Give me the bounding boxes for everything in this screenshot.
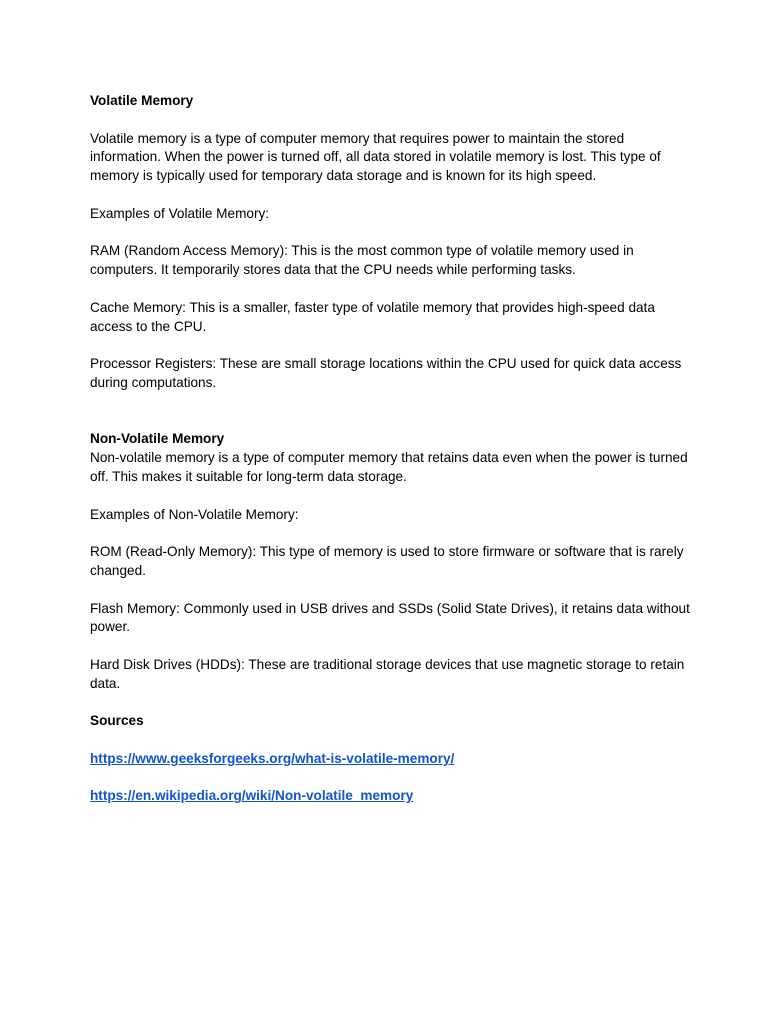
nonvolatile-memory-intro: Non-volatile memory is a type of computer memory that retains data even when the power is turned off. This makes it suitable for long-term data storage. (90, 450, 688, 484)
volatile-example-cache: Cache Memory: This is a smaller, faster type of volatile memory that provides high-speed data access to the CPU. (90, 299, 655, 334)
nonvolatile-example-hdd: Hard Disk Drives (HDDs): These are traditional storage devices that use magnetic storage to retain data. (90, 656, 685, 691)
volatile-memory-heading: Volatile Memory (90, 93, 194, 108)
source-link-wikipedia[interactable]: https://en.wikipedia.org/wiki/Non-volatile_memory (90, 788, 414, 804)
nonvolatile-memory-heading: Non-Volatile Memory (90, 431, 225, 447)
volatile-example-ram: RAM (Random Access Memory): This is the most common type of volatile memory used in computers. It temporarily stores data that the CPU needs while performing tasks. (90, 243, 634, 278)
document-body (90, 92, 690, 806)
nonvolatile-example-rom: ROM (Read-Only Memory): This type of memory is used to store firmware or software that is rarely changed. (90, 544, 684, 578)
volatile-memory-intro: Volatile memory is a type of computer memory that requires power to maintain the stored information. When the power is turned off, all data stored in volatile memory is lost. This type of memory is typically used for temporary data storage and is known for its high speed. (90, 130, 661, 184)
volatile-example-registers: Processor Registers: These are small storage locations within the CPU used for quick data access during computations. (90, 356, 682, 390)
nonvolatile-example-flash: Flash Memory: Commonly used in USB drives and SSDs (Solid State Drives), it retains data without power. (90, 600, 690, 635)
source-link-geeksforgeeks[interactable]: https://www.geeksforgeeks.org/what-is-volatile-memory/ (90, 750, 455, 766)
sources-heading: Sources (90, 713, 144, 729)
volatile-examples-label: Examples of Volatile Memory: (90, 205, 270, 221)
nonvolatile-examples-label: Examples of Non-Volatile Memory: (90, 506, 299, 522)
